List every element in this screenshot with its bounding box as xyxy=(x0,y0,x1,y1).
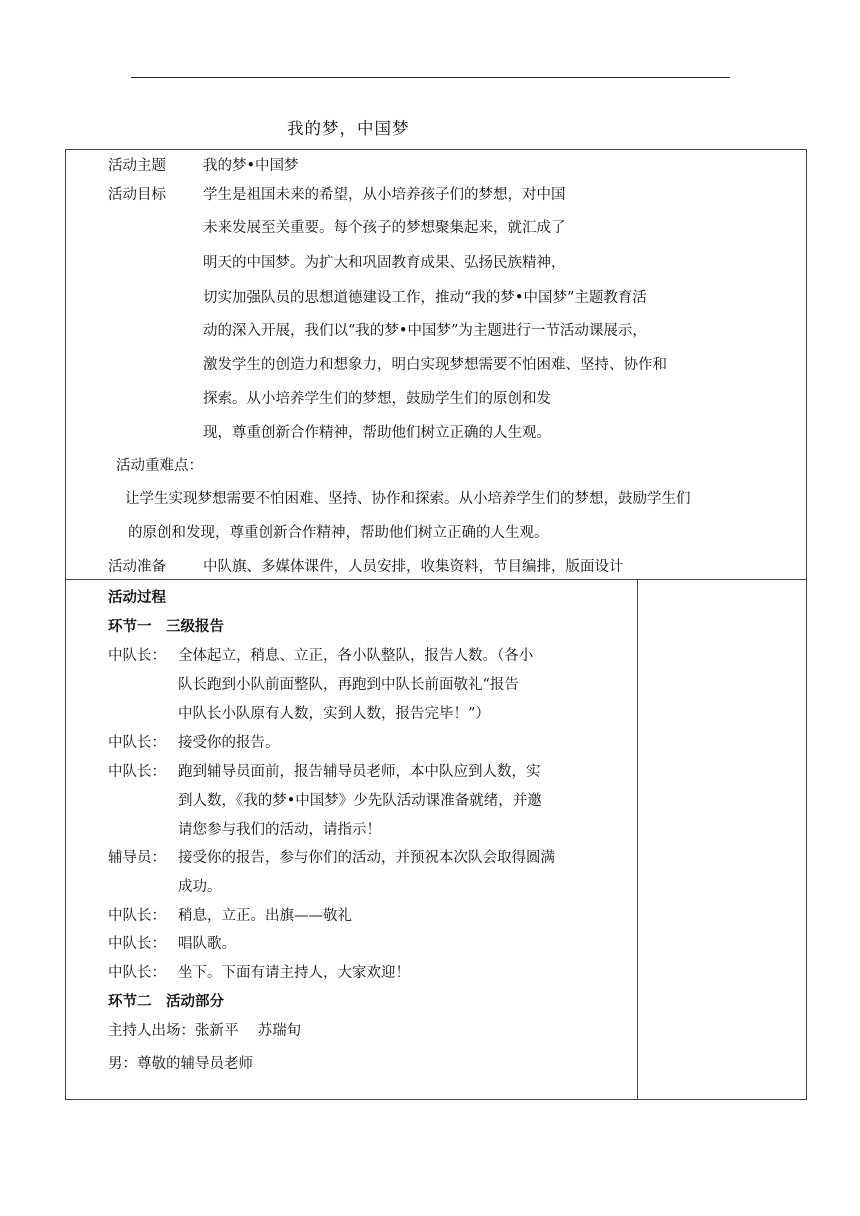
goal-line: 未来发展至关重要。每个孩子的梦想聚集起来，就汇成了 xyxy=(203,220,566,236)
goal-line: 现，尊重创新合作精神，帮助他们树立正确的人生观。 xyxy=(203,425,551,441)
section-heading: 环节一 三级报告 xyxy=(108,618,224,635)
speech-line: 接受你的报告，参与你们的活动，并预祝本次队会取得圆满 xyxy=(178,850,555,866)
difficulty-line: 的原创和发现，尊重创新合作精神，帮助他们树立正确的人生观。 xyxy=(128,525,549,541)
header-rule xyxy=(131,77,730,78)
goal-line: 激发学生的创造力和想象力，明白实现梦想需要不怕困难、坚持、协作和 xyxy=(203,357,667,373)
speech-line: 跑到辅导员面前，报告辅导员老师，本中队应到人数，实 xyxy=(178,764,541,780)
process-side-column xyxy=(637,579,638,1100)
speech-line: 接受你的报告。 xyxy=(178,735,280,751)
process-heading: 活动过程 xyxy=(108,589,166,606)
speaker-label: 辅导员： xyxy=(108,850,166,866)
speech-line: 坐下。下面有请主持人，大家欢迎！ xyxy=(178,965,410,981)
goal-line: 探索。从小培养学生们的梦想，鼓励学生们的原创和发 xyxy=(203,391,551,407)
goal-line: 学生是祖国未来的希望，从小培养孩子们的梦想，对中国 xyxy=(203,187,566,203)
hosts-line: 主持人出场：张新平 苏瑞旬 xyxy=(108,1023,302,1039)
theme-value: 我的梦•中国梦 xyxy=(203,158,299,174)
goal-line: 明天的中国梦。为扩大和巩固教育成果、弘扬民族精神， xyxy=(203,255,566,271)
speech-line: 队长跑到小队前面整队，再跑到中队长前面敬礼“报告 xyxy=(178,677,519,693)
goal-line: 动的深入开展，我们以“我的梦•中国梦”为主题进行一节活动课展示， xyxy=(203,323,647,339)
prep-label: 活动准备 xyxy=(108,559,166,575)
section-heading: 环节二 活动部分 xyxy=(108,993,224,1010)
speaker-label: 中队长： xyxy=(108,908,166,924)
goal-line: 切实加强队员的思想道德建设工作，推动“我的梦•中国梦”主题教育活 xyxy=(203,290,647,306)
speech-line: 全体起立，稍息、立正，各小队整队，报告人数。（各小 xyxy=(178,648,534,664)
speech-line: 中队长小队原有人数，实到人数，报告完毕！”） xyxy=(178,706,490,722)
speaker-label: 中队长： xyxy=(108,936,166,952)
speech-line: 请您参与我们的活动，请指示！ xyxy=(178,822,381,838)
speech-line: 成功。 xyxy=(178,879,222,895)
prep-value: 中队旗、多媒体课件，人员安排，收集资料，节目编排，版面设计 xyxy=(203,559,624,575)
male-line: 男：尊敬的辅导员老师 xyxy=(108,1056,253,1072)
goal-label: 活动目标 xyxy=(108,187,166,203)
speech-line: 唱队歌。 xyxy=(178,936,236,952)
document-title: 我的梦，中国梦 xyxy=(287,119,410,138)
speaker-label: 中队长： xyxy=(108,764,166,780)
difficulty-label: 活动重难点： xyxy=(116,458,203,474)
speaker-label: 中队长： xyxy=(108,648,166,664)
theme-label: 活动主题 xyxy=(108,158,166,174)
speech-line: 到人数，《我的梦•中国梦》少先队活动课准备就绪，并邀 xyxy=(178,793,542,809)
speaker-label: 中队长： xyxy=(108,965,166,981)
difficulty-line: 让学生实现梦想需要不怕困难、坚持、协作和探索。从小培养学生们的梦想，鼓励学生们 xyxy=(125,491,691,507)
speaker-label: 中队长： xyxy=(108,735,166,751)
speech-line: 稍息，立正。出旗——敬礼 xyxy=(178,908,352,924)
